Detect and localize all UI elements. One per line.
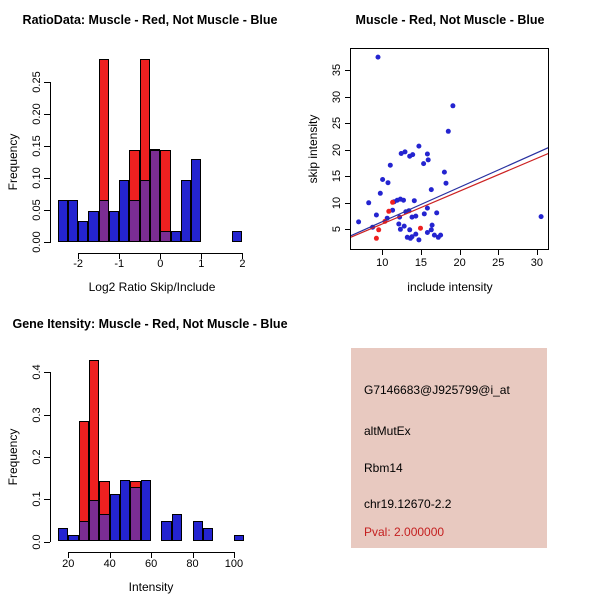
y-axis-line: [50, 82, 51, 243]
y-tick-label: 0.15: [31, 134, 43, 157]
data-point-blue: [434, 210, 439, 215]
scatter-ylabel: skip intensity: [306, 114, 320, 184]
hist-bar-blue: [171, 231, 181, 241]
y-tick-label: 0.1: [31, 491, 43, 507]
data-point-blue: [425, 206, 430, 211]
data-point-blue: [429, 223, 434, 228]
x-tick-label: -1: [114, 258, 125, 270]
y-axis-tick: [44, 178, 50, 179]
y-tick-label: 0.25: [31, 70, 43, 93]
y-axis-tick: [44, 210, 50, 211]
y-axis-tick: [345, 150, 351, 151]
data-point-blue: [445, 129, 450, 134]
data-point-blue: [425, 230, 430, 235]
data-point-blue: [438, 233, 443, 238]
hist-intensity-title: Gene Itensity: Muscle - Red, Not Muscle - Blue: [12, 317, 288, 331]
locus-text: chr19.12670-2.2: [364, 497, 452, 511]
probe-id-text: G7146683@J925799@i_at: [364, 383, 510, 397]
x-tick-label: 2: [239, 258, 246, 270]
data-point-blue: [425, 157, 430, 162]
data-point-blue: [377, 191, 382, 196]
hist-bar-blue: [110, 494, 120, 542]
data-point-blue: [404, 235, 409, 240]
hist-bar-overlap: [160, 231, 170, 241]
pval-text: Pval: 2.000000: [364, 525, 445, 539]
data-point-blue: [421, 211, 426, 216]
hist-bar-blue: [193, 521, 203, 541]
hist-bar-overlap: [150, 150, 160, 242]
y-tick-label: 0.10: [31, 166, 43, 189]
x-axis-tick: [498, 250, 499, 255]
x-axis-tick: [537, 250, 538, 255]
y-axis-tick: [44, 372, 50, 373]
data-point-red: [418, 226, 423, 231]
event-type-text: altMutEx: [364, 424, 411, 438]
hist-bar-overlap: [140, 180, 150, 242]
data-point-blue: [387, 163, 392, 168]
hist-bar-blue: [161, 521, 171, 541]
data-point-blue: [375, 55, 380, 60]
y-tick-label: 0.00: [31, 230, 43, 253]
data-point-blue: [396, 221, 401, 226]
y-axis-line: [50, 372, 51, 542]
y-axis-tick: [345, 203, 351, 204]
x-tick-label: 15: [414, 257, 428, 269]
data-point-blue: [416, 144, 421, 149]
x-tick-label: 0: [157, 258, 164, 270]
scatter-plot-svg: [351, 49, 549, 249]
data-point-blue: [411, 198, 416, 203]
y-axis-tick: [44, 82, 50, 83]
data-point-blue: [366, 200, 371, 205]
data-point-blue: [538, 214, 543, 219]
y-axis-tick: [345, 229, 351, 230]
data-point-blue: [450, 103, 455, 108]
x-tick-label: 20: [453, 257, 466, 269]
hist-bar-blue: [232, 231, 242, 241]
y-axis-tick: [345, 70, 351, 71]
y-axis-tick: [44, 542, 50, 543]
hist-bar-blue: [203, 528, 213, 542]
hist-bar-overlap: [99, 514, 109, 541]
data-point-blue: [374, 212, 379, 217]
y-tick-label: 0.0: [31, 533, 43, 550]
x-tick-label: 100: [224, 557, 244, 570]
y-tick-label: 15: [331, 170, 343, 183]
hist-bar-blue: [58, 200, 68, 242]
y-axis-tick: [44, 415, 50, 416]
hist-bar-blue: [78, 221, 88, 241]
y-tick-label: 0.3: [31, 406, 43, 423]
hist-bar-blue: [119, 180, 129, 242]
x-axis-tick: [460, 250, 461, 255]
x-tick-label: 40: [103, 557, 116, 570]
data-point-blue: [407, 227, 412, 232]
data-point-blue: [380, 177, 385, 182]
data-point-blue: [402, 149, 407, 154]
data-point-blue: [413, 214, 418, 219]
y-tick-label: 0.2: [31, 449, 43, 465]
hist-bar-blue: [141, 480, 151, 541]
data-point-blue: [385, 180, 390, 185]
y-tick-label: 0.05: [31, 198, 43, 221]
data-point-blue: [398, 227, 403, 232]
y-tick-label: 25: [331, 117, 343, 130]
hist-bar-overlap: [99, 200, 109, 242]
data-point-blue: [356, 219, 361, 224]
x-tick-label: 30: [530, 257, 544, 269]
y-axis-tick: [44, 146, 50, 147]
y-tick-label: 0.4: [31, 364, 43, 380]
data-point-red: [390, 200, 395, 205]
data-point-blue: [401, 198, 406, 203]
data-point-blue: [428, 187, 433, 192]
gene-name-text: Rbm14: [364, 461, 403, 475]
hist-bar-blue: [172, 514, 182, 541]
y-tick-label: 20: [331, 143, 343, 156]
hist-bar-overlap: [79, 521, 89, 541]
y-tick-label: 5: [331, 226, 343, 233]
x-axis-tick: [421, 250, 422, 255]
hist-ratio-xlabel: Log2 Ratio Skip/Include: [88, 280, 216, 294]
data-point-blue: [401, 224, 406, 229]
y-axis-tick: [345, 176, 351, 177]
hist-intensity-ylabel: Frequency: [6, 428, 20, 486]
y-tick-label: 30: [331, 90, 343, 103]
hist-bar-blue: [120, 480, 130, 541]
hist-bar-overlap: [89, 500, 99, 541]
y-axis-tick: [44, 457, 50, 458]
data-point-red: [386, 209, 391, 214]
x-axis-tick: [382, 250, 383, 255]
y-axis-tick: [345, 123, 351, 124]
data-point-blue: [410, 152, 415, 157]
x-tick-label: 10: [376, 257, 389, 269]
data-point-blue: [421, 161, 426, 166]
x-tick-label: 80: [186, 557, 199, 570]
hist-bar-blue: [234, 535, 244, 542]
hist-ratio-title: RatioData: Muscle - Red, Not Muscle - Blue: [22, 13, 278, 27]
data-point-blue: [442, 170, 447, 175]
hist-ratio-ylabel: Frequency: [6, 133, 20, 191]
data-point-blue: [443, 181, 448, 186]
hist-bar-red: [160, 150, 170, 242]
x-tick-label: -2: [73, 258, 84, 270]
y-axis-tick: [44, 242, 50, 243]
y-tick-label: 0.20: [31, 102, 43, 125]
data-point-blue: [425, 151, 430, 156]
hist-bar-blue: [58, 528, 68, 542]
y-axis-tick: [44, 499, 50, 500]
data-point-red: [376, 227, 381, 232]
y-axis-tick: [345, 97, 351, 98]
hist-bar-blue: [68, 535, 78, 542]
hist-bar-blue: [181, 180, 191, 242]
hist-bar-overlap: [129, 200, 139, 242]
y-axis-tick: [44, 114, 50, 115]
hist-bar-blue: [109, 211, 119, 242]
y-tick-label: 10: [331, 196, 343, 209]
x-tick-label: 20: [62, 557, 75, 570]
data-point-blue: [409, 234, 414, 239]
x-tick-label: 25: [492, 257, 505, 269]
x-tick-label: 1: [198, 258, 205, 270]
scatter-title: Muscle - Red, Not Muscle - Blue: [355, 13, 545, 27]
data-point-red: [374, 236, 379, 241]
hist-intensity-xlabel: Intensity: [128, 580, 174, 594]
hist-bar-blue: [191, 159, 201, 242]
data-point-blue: [416, 237, 421, 242]
hist-bar-overlap: [130, 487, 140, 542]
hist-bar-blue: [68, 200, 78, 242]
x-tick-label: 60: [144, 557, 158, 570]
hist-bar-blue: [88, 211, 98, 242]
y-tick-label: 35: [331, 64, 343, 77]
scatter-xlabel: include intensity: [407, 280, 493, 294]
